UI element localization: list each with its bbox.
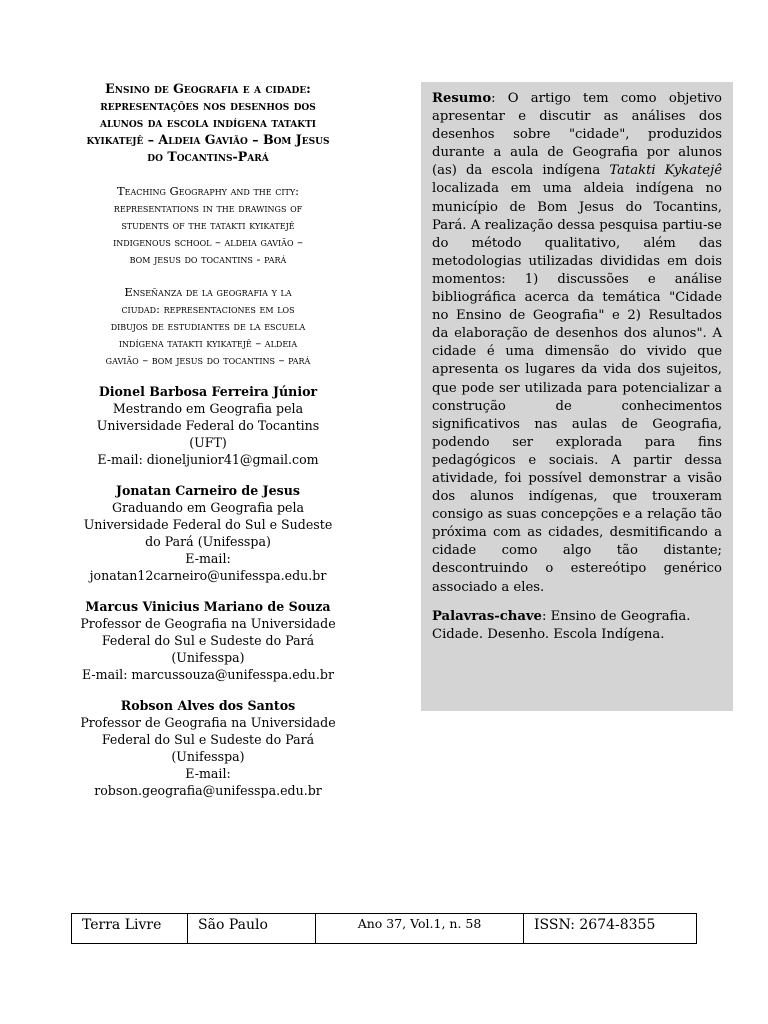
title-line: representações nos desenhos dos	[100, 98, 316, 113]
author-email-label: E-mail:	[185, 766, 231, 781]
title-spanish	[60, 284, 356, 369]
footer-issn: ISSN: 2674-8355	[534, 917, 656, 933]
author-block	[60, 383, 356, 468]
footer-journal: Terra Livre	[72, 914, 188, 943]
abstract-paragraph	[432, 90, 722, 597]
author-email-label: E-mail:	[185, 551, 231, 566]
title-line: kyikatejê – Aldeia Gavião – Bom Jesus	[86, 132, 330, 147]
title-line: indigenous school – aldeia gavião –	[113, 235, 303, 249]
author-affiliation: (Unifesspa)	[171, 650, 245, 665]
author-block	[60, 482, 356, 584]
author-block	[60, 598, 356, 683]
keywords-paragraph	[432, 608, 722, 644]
title-line: representations in the drawings of	[113, 201, 303, 215]
keywords-text: : Ensino de Geografia. Cidade. Desenho. Escola Indígena.	[432, 608, 691, 642]
author-affiliation: (UFT)	[189, 435, 227, 450]
footer-table	[71, 913, 697, 944]
title-line: Teaching Geography and the city:	[116, 184, 300, 198]
title-line: students of the tatakti kyikatejê	[121, 218, 295, 232]
abstract-text: : O artigo tem como objetivo apresentar e discutir as análises dos desenhos sobre "cidade", produzidos durante a aula de Geografia por alunos (as) da escola indígena	[432, 91, 722, 179]
title-author-column	[60, 80, 356, 799]
author-affiliation: Graduando em Geografia pela	[111, 500, 305, 515]
abstract-italic-name: Tatakti Kykatejê	[609, 163, 722, 179]
author-block	[60, 697, 356, 799]
author-affiliation: Professor de Geografia na Universidade	[80, 715, 336, 730]
author-name: Robson Alves dos Santos	[120, 698, 296, 713]
author-affiliation: Mestrando em Geografia pela	[112, 401, 304, 416]
author-affiliation: (Unifesspa)	[171, 749, 245, 764]
abstract-box	[421, 82, 733, 711]
author-email[interactable]: jonatan12carneiro@unifesspa.edu.br	[89, 568, 327, 583]
abstract-text: localizada em uma aldeia indígena no município de Bom Jesus do Tocantins, Pará. A realização dessa pesquisa partiu-se do método qualitativo, além das metodologias utilizadas divididas em dois momentos: 1) discussões e análise bibliográfica acerca da temática "Cidade no Ensino de Geografia" e 2) Resultados da elaboração de desenhos dos alunos". A cidade é uma dimensão do vivido que apresenta os lugares da vida dos sujeitos, que pode ser utilizada para potencializar a construção de conhecimentos significativos nas aulas de Geografia, podendo ser explorada para fins pedagógicos e sociais. A partir dessa atividade, foi possível demonstrar a visão dos alunos indígenas, que trouxeram consigo as suas concepções e a relação tão próxima com as cidades, desmitificando a cidade como algo tão distante; descontruindo o estereótipo genérico associado a eles.	[432, 181, 722, 595]
title-line: Enseñanza de la geografia y la	[124, 285, 292, 299]
author-affiliation: Federal do Sul e Sudeste do Pará	[101, 633, 315, 648]
footer-city: São Paulo	[188, 914, 316, 943]
title-english	[60, 183, 356, 268]
title-portuguese	[60, 80, 356, 165]
author-affiliation: Professor de Geografia na Universidade	[80, 616, 336, 631]
keywords-label: Palavras-chave	[432, 608, 542, 624]
author-affiliation: Federal do Sul e Sudeste do Pará	[101, 732, 315, 747]
title-line: dibujos de estudiantes de la escuela	[110, 319, 306, 333]
title-line: alunos da escola indígena tatakti	[99, 115, 317, 130]
title-line: do Tocantins-Pará	[147, 149, 269, 164]
author-name: Dionel Barbosa Ferreira Júnior	[98, 384, 318, 399]
author-affiliation: Universidade Federal do Tocantins	[96, 418, 320, 433]
author-affiliation: Universidade Federal do Sul e Sudeste	[83, 517, 333, 532]
author-name: Marcus Vinicius Mariano de Souza	[85, 599, 331, 614]
title-line: gavião – bom jesus do tocantins – pará	[105, 353, 311, 367]
title-line: ciudad: representaciones em los	[121, 302, 295, 316]
footer-issue: Ano 37, Vol.1, n. 58	[316, 914, 524, 943]
title-line: bom jesus do tocantins - pará	[129, 252, 287, 266]
abstract-label: Resumo	[432, 91, 492, 106]
author-email[interactable]: E-mail: marcussouza@unifesspa.edu.br	[82, 667, 334, 682]
author-name: Jonatan Carneiro de Jesus	[116, 483, 300, 498]
author-affiliation: do Pará (Unifesspa)	[145, 534, 271, 549]
author-email[interactable]: robson.geografia@unifesspa.edu.br	[94, 783, 322, 798]
title-line: indígena tatakti kyikatejê – aldeia	[118, 336, 298, 350]
author-email[interactable]: E-mail: dioneljunior41@gmail.com	[97, 452, 319, 467]
title-line: Ensino de Geografia e a cidade:	[105, 81, 311, 96]
